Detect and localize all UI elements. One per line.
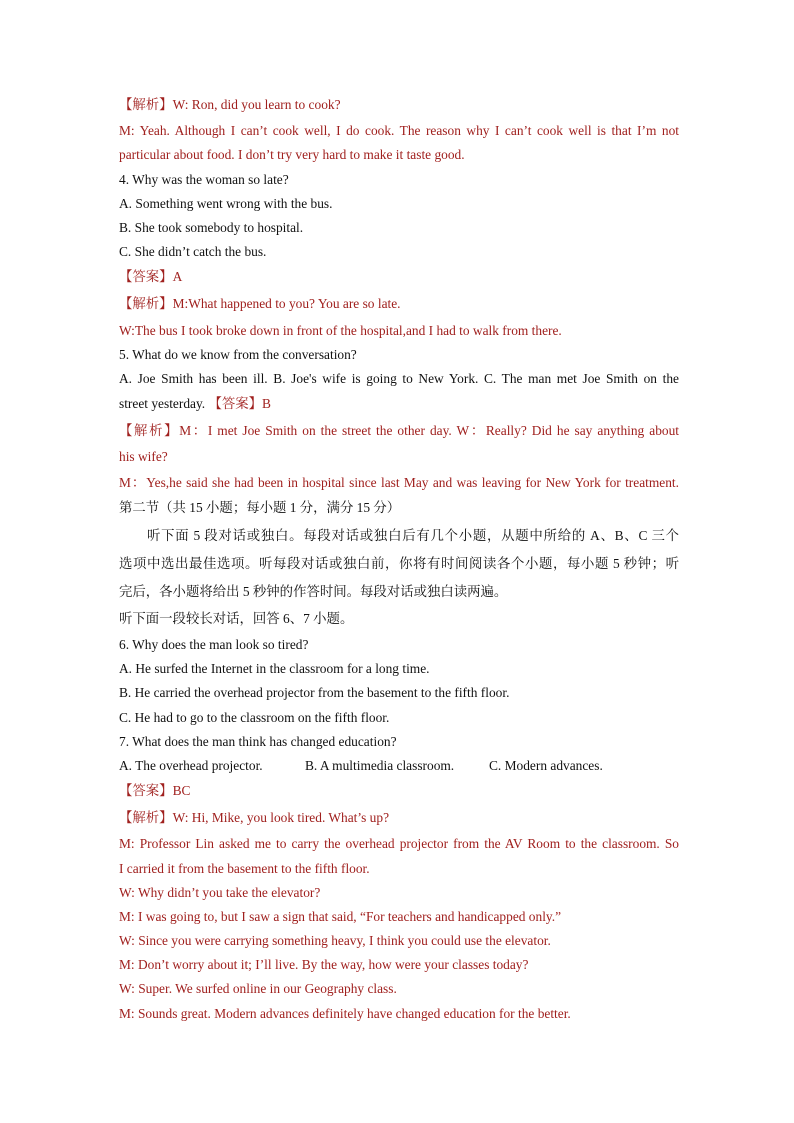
question-7: 7. What does the man think has changed education? — [119, 734, 397, 749]
option-c: C. He had to go to the classroom on the fifth floor. — [119, 710, 390, 725]
option-b: B. He carried the overhead projector from the basement to the fifth floor. — [119, 685, 510, 700]
answer-line — [119, 269, 679, 285]
option-c: C. Modern advances. — [489, 758, 603, 773]
options-line-cont — [119, 396, 679, 412]
analysis-tag: 【解析】 — [119, 97, 173, 112]
dialogue-line: W: Why didn’t you take the elevator? — [119, 885, 321, 900]
dialogue-line: I carried it from the basement to the fifth floor. — [119, 861, 370, 876]
answer-tag: 【答案】 — [119, 783, 173, 798]
analysis-tag: 【解析】 — [119, 296, 173, 311]
question-6: 6. Why does the man look so tired? — [119, 637, 309, 652]
answer-tag: 【答案】 — [119, 269, 173, 284]
instructions: 听下面一段较长对话，回答 6、7 小题。 — [119, 611, 354, 626]
dialogue-line: M：Yes,he said she had been in hospital since last May and was leaving for New York for treatment. — [119, 475, 679, 490]
analysis-tag: 【解析】 — [119, 423, 180, 438]
option-a: A. The overhead projector. — [119, 758, 263, 773]
option-b: B. A multimedia classroom. — [305, 758, 455, 773]
answer-value: A — [172, 269, 183, 284]
answer-value: BC — [172, 783, 191, 798]
dialogue-line: M: I was going to, but I saw a sign that said, “For teachers and handicapped only.” — [119, 909, 562, 924]
option-b: B. She took somebody to hospital. — [119, 220, 304, 235]
answer-line — [119, 783, 679, 799]
dialogue-line: W: Since you were carrying something heavy, I think you could use the elevator. — [119, 933, 551, 948]
dialogue-line: W:The bus I took broke down in front of the hospital,and I had to walk from there. — [119, 323, 562, 338]
analysis-line — [119, 97, 679, 113]
dialogue-text: W: Hi, Mike, you look tired. What’s up? — [172, 810, 390, 825]
option-a: A. He surfed the Internet in the classroom for a long time. — [119, 661, 430, 676]
analysis-tag: 【解析】 — [119, 810, 173, 825]
analysis-line — [119, 423, 679, 439]
dialogue-line: M: Sounds great. Modern advances definitely have changed education for the better. — [119, 1006, 571, 1021]
instructions: 选项中选出最佳选项。听每段对话或独白前，你将有时间阅读各个小题，每小题 5 秒钟；听 — [119, 556, 679, 571]
dialogue-line: particular about food. I don’t try very hard to make it taste good. — [119, 147, 465, 162]
instructions: 完后，各小题将给出 5 秒钟的作答时间。每段对话或独白读两遍。 — [119, 584, 508, 599]
dialogue-line: M: Professor Lin asked me to carry the overhead projector from the AV Room to the classroom. So — [119, 836, 679, 851]
instructions: 听下面 5 段对话或独白。每段对话或独白后有几个小题，从题中所给的 A、B、C 三个 — [147, 528, 679, 543]
analysis-line — [119, 296, 679, 312]
answer-tag: 【答案】 — [208, 396, 263, 411]
options-line — [119, 758, 679, 774]
dialogue-line: M: Yeah. Although I can’t cook well, I do cook. The reason why I can’t cook well is that I’m not — [119, 123, 679, 138]
dialogue-text: W: Ron, did you learn to cook? — [172, 97, 341, 112]
dialogue-line: W: Super. We surfed online in our Geography class. — [119, 981, 397, 996]
question-4: 4. Why was the woman so late? — [119, 172, 289, 187]
dialogue-text: M：I met Joe Smith on the street the other day. W：Really? Did he say anything about — [179, 423, 680, 438]
dialogue-line: his wife? — [119, 449, 168, 464]
option-a: A. Something went wrong with the bus. — [119, 196, 333, 211]
option-text: street yesterday. — [119, 396, 209, 411]
analysis-line — [119, 810, 679, 826]
section-heading: 第二节（共 15 小题；每小题 1 分，满分 15 分） — [119, 500, 401, 515]
answer-value: B — [262, 396, 271, 411]
option-c: C. She didn’t catch the bus. — [119, 244, 267, 259]
dialogue-line: M: Don’t worry about it; I’ll live. By the way, how were your classes today? — [119, 957, 529, 972]
dialogue-text: M:What happened to you? You are so late. — [172, 296, 401, 311]
question-5: 5. What do we know from the conversation? — [119, 347, 357, 362]
options-line: A. Joe Smith has been ill. B. Joe's wife is going to New York. C. The man met Joe Smith on the — [119, 371, 679, 386]
